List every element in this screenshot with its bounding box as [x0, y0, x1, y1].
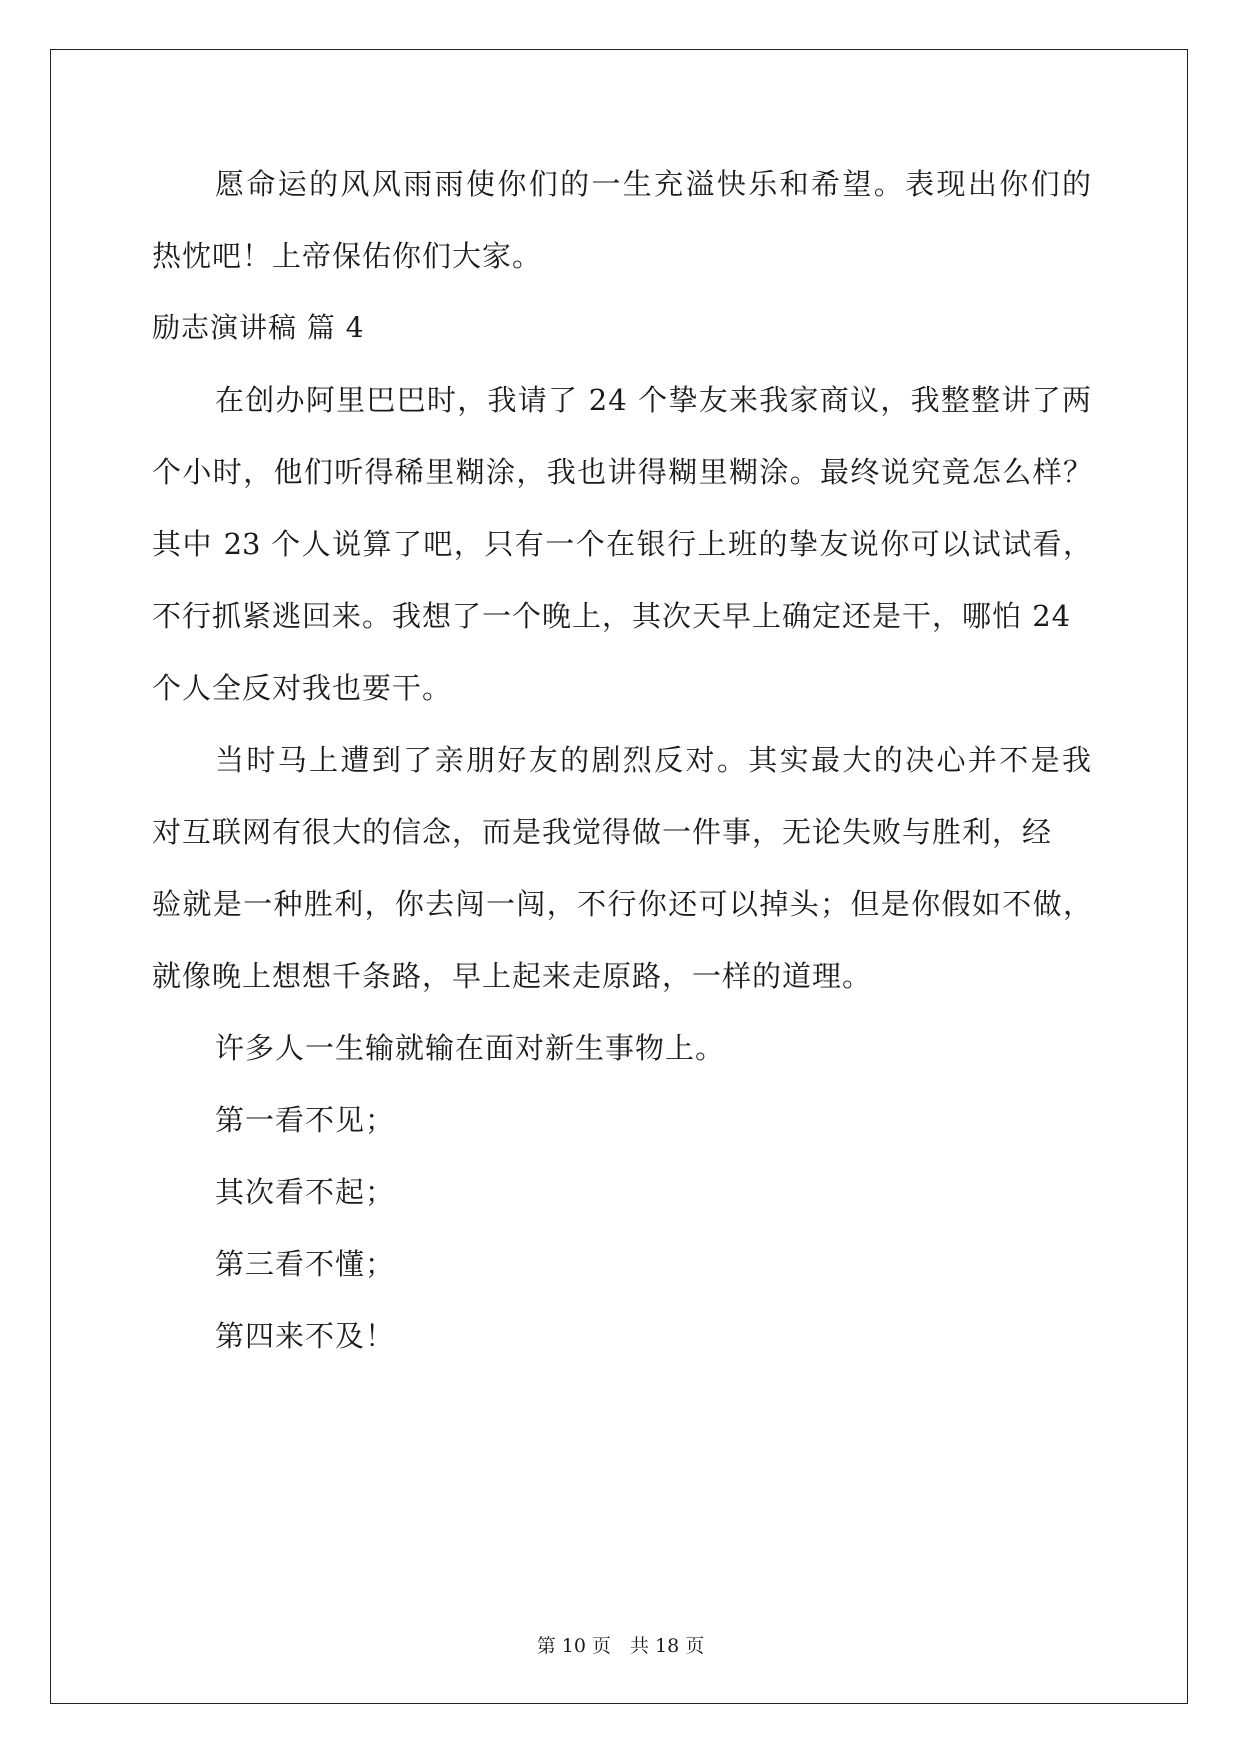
list-item: 其次看不起； — [215, 1175, 396, 1209]
section-heading: 励志演讲稿 篇 4 — [152, 311, 365, 344]
page-number-footer: 第 10 页 共 18 页 — [536, 1635, 705, 1657]
list-item: 第一看不见； — [215, 1103, 396, 1137]
list-item: 第四来不及！ — [215, 1319, 396, 1353]
paragraph-line: 愿命运的风风雨雨使你们的一生充溢快乐和希望。表现出你们的 — [215, 167, 1092, 201]
list-item: 第三看不懂； — [215, 1247, 396, 1281]
page-border — [50, 49, 1188, 1704]
paragraph-line: 对互联网有很大的信念，而是我觉得做一件事，无论失败与胜利，经 — [152, 815, 1053, 849]
paragraph-line: 当时马上遭到了亲朋好友的剧烈反对。其实最大的决心并不是我 — [215, 743, 1092, 777]
paragraph-line: 就像晚上想想千条路，早上起来走原路，一样的道理。 — [152, 959, 873, 993]
paragraph-line: 许多人一生输就输在面对新生事物上。 — [215, 1031, 726, 1065]
paragraph-line: 在创办阿里巴巴时，我请了 24 个挚友来我家商议，我整整讲了两 — [215, 383, 1092, 417]
paragraph-line: 不行抓紧逃回来。我想了一个晚上，其次天早上确定还是干，哪怕 24 — [152, 599, 1072, 633]
paragraph-line: 热忱吧！上帝保佑你们大家。 — [152, 239, 543, 273]
paragraph-line: 个人全反对我也要干。 — [152, 671, 453, 705]
paragraph-line: 个小时，他们听得稀里糊涂，我也讲得糊里糊涂。最终说究竟怎么样？ — [152, 455, 1092, 489]
paragraph-line: 其中 23 个人说算了吧，只有一个在银行上班的挚友说你可以试试看， — [152, 527, 1092, 561]
paragraph-line: 验就是一种胜利，你去闯一闯，不行你还可以掉头；但是你假如不做， — [152, 887, 1092, 921]
